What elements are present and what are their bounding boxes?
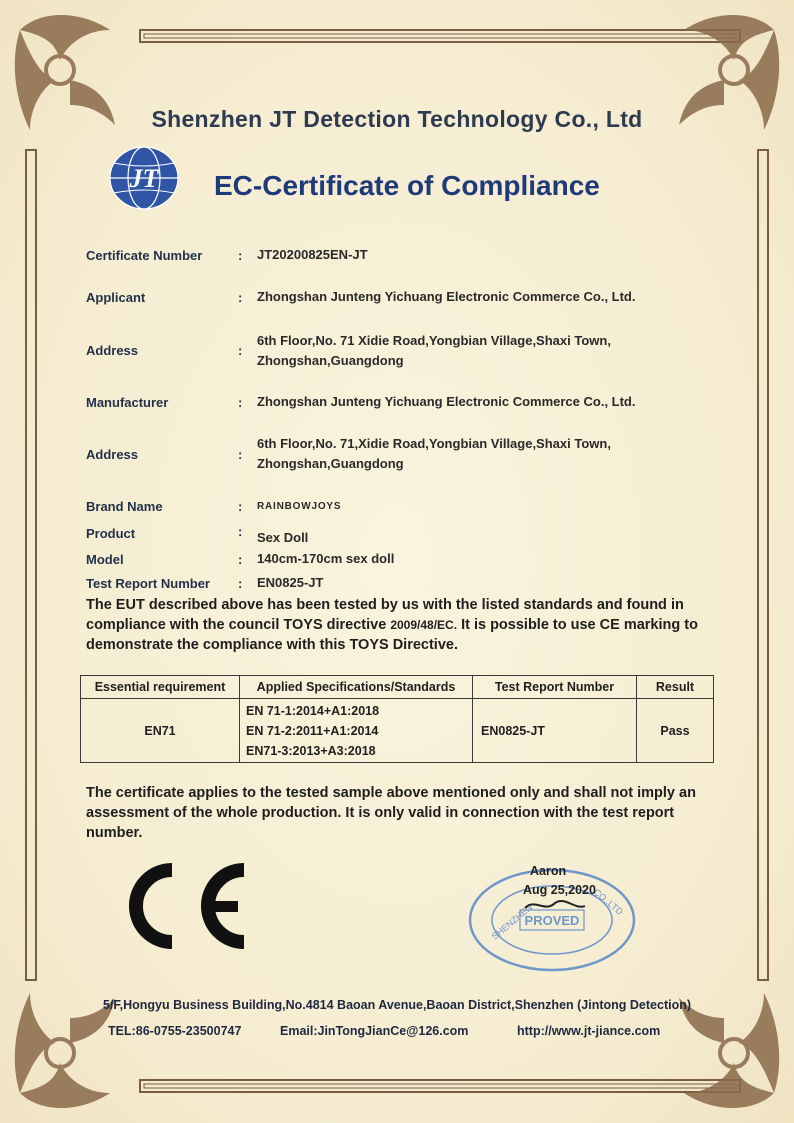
field-value-line2: Zhongshan,Guangdong xyxy=(257,353,404,368)
cell-report-number: EN0825-JT xyxy=(473,699,637,763)
certificate-title: EC-Certificate of Compliance xyxy=(214,170,600,201)
spec-line: EN 71-1:2014+A1:2018 xyxy=(246,703,380,718)
field-colon: : xyxy=(238,447,243,462)
footer-telephone: TEL:86-0755-23500747 xyxy=(108,1024,242,1038)
field-value: 6th Floor,No. 71 Xidie Road,Yongbian Village,Shaxi Town, xyxy=(257,333,611,348)
field-label: Address xyxy=(86,343,139,358)
field-colon: : xyxy=(238,524,243,539)
field-label: Manufacturer xyxy=(86,395,169,410)
ce-mark-icon xyxy=(120,858,250,954)
field-value: RAINBOWJOYS xyxy=(257,501,342,512)
field-label: Applicant xyxy=(86,290,146,305)
svg-text:JT: JT xyxy=(129,164,159,193)
field-colon: : xyxy=(238,248,243,263)
field-value: Sex Doll xyxy=(257,530,309,545)
table-header-row xyxy=(81,676,714,699)
field-value: 6th Floor,No. 71,Xidie Road,Yongbian Village,Shaxi Town, xyxy=(257,436,611,451)
header-applied-specifications: Applied Specifications/Standards xyxy=(240,676,473,699)
field-label: Certificate Number xyxy=(86,248,203,263)
field-label: Model xyxy=(86,552,124,567)
svg-text:PROVED: PROVED xyxy=(524,913,580,928)
svg-text:CO.,LTD: CO.,LTD xyxy=(591,886,625,917)
signer-name: Aaron xyxy=(530,864,567,878)
validity-disclaimer: The certificate applies to the tested sample above mentioned only and shall not imply an assessment of the whole production. It is only valid in connection with the test report number. xyxy=(86,785,696,841)
field-colon: : xyxy=(238,395,243,410)
field-value: EN0825-JT xyxy=(257,575,324,590)
compliance-statement xyxy=(86,595,716,655)
header-essential-requirement: Essential requirement xyxy=(81,676,240,699)
standards-table xyxy=(80,675,714,763)
field-label: Product xyxy=(86,526,136,541)
statement-directive: 2009/48/EC. xyxy=(390,618,458,632)
field-colon: : xyxy=(238,576,243,591)
cell-result: Pass xyxy=(637,699,714,763)
jt-globe-logo-icon xyxy=(108,145,180,211)
field-colon: : xyxy=(238,552,243,567)
statement-part2: It is possible to use CE marking to demonstrate the compliance with this TOYS Directive. xyxy=(86,617,698,653)
cell-requirement: EN71 xyxy=(81,699,240,763)
cell-specs xyxy=(240,699,473,763)
field-value-line2: Zhongshan,Guangdong xyxy=(257,456,404,471)
field-label: Test Report Number xyxy=(86,576,210,591)
sign-date: Aug 25,2020 xyxy=(523,883,596,897)
header-test-report-number: Test Report Number xyxy=(473,676,637,699)
table-row xyxy=(81,699,714,763)
field-value: Zhongshan Junteng Yichuang Electronic Commerce Co., Ltd. xyxy=(257,394,636,409)
field-colon: : xyxy=(238,290,243,305)
field-value: 140cm-170cm sex doll xyxy=(257,551,395,566)
svg-text:SHENZHEN: SHENZHEN xyxy=(489,902,535,942)
footer-email[interactable]: Email:JinTongJianCe@126.com xyxy=(280,1024,469,1038)
spec-line: EN71-3:2013+A3:2018 xyxy=(246,743,376,758)
header-result: Result xyxy=(637,676,714,699)
company-name: Shenzhen JT Detection Technology Co., Ltd xyxy=(151,106,643,132)
field-value: JT20200825EN-JT xyxy=(257,247,368,262)
field-colon: : xyxy=(238,343,243,358)
footer-website-link[interactable]: http://www.jt-jiance.com xyxy=(517,1024,661,1038)
field-colon: : xyxy=(238,499,243,514)
statement-part1: The EUT described above has been tested by us with the listed standards and found in compliance with the council TOYS directive xyxy=(86,597,684,633)
spec-line: EN 71-2:2011+A1:2014 xyxy=(246,723,379,738)
field-label: Address xyxy=(86,447,139,462)
field-value: Zhongshan Junteng Yichuang Electronic Commerce Co., Ltd. xyxy=(257,289,636,304)
field-label: Brand Name xyxy=(86,499,163,514)
footer-address: 5/F,Hongyu Business Building,No.4814 Baoan Avenue,Baoan District,Shenzhen (Jintong Detection) xyxy=(102,998,692,1012)
